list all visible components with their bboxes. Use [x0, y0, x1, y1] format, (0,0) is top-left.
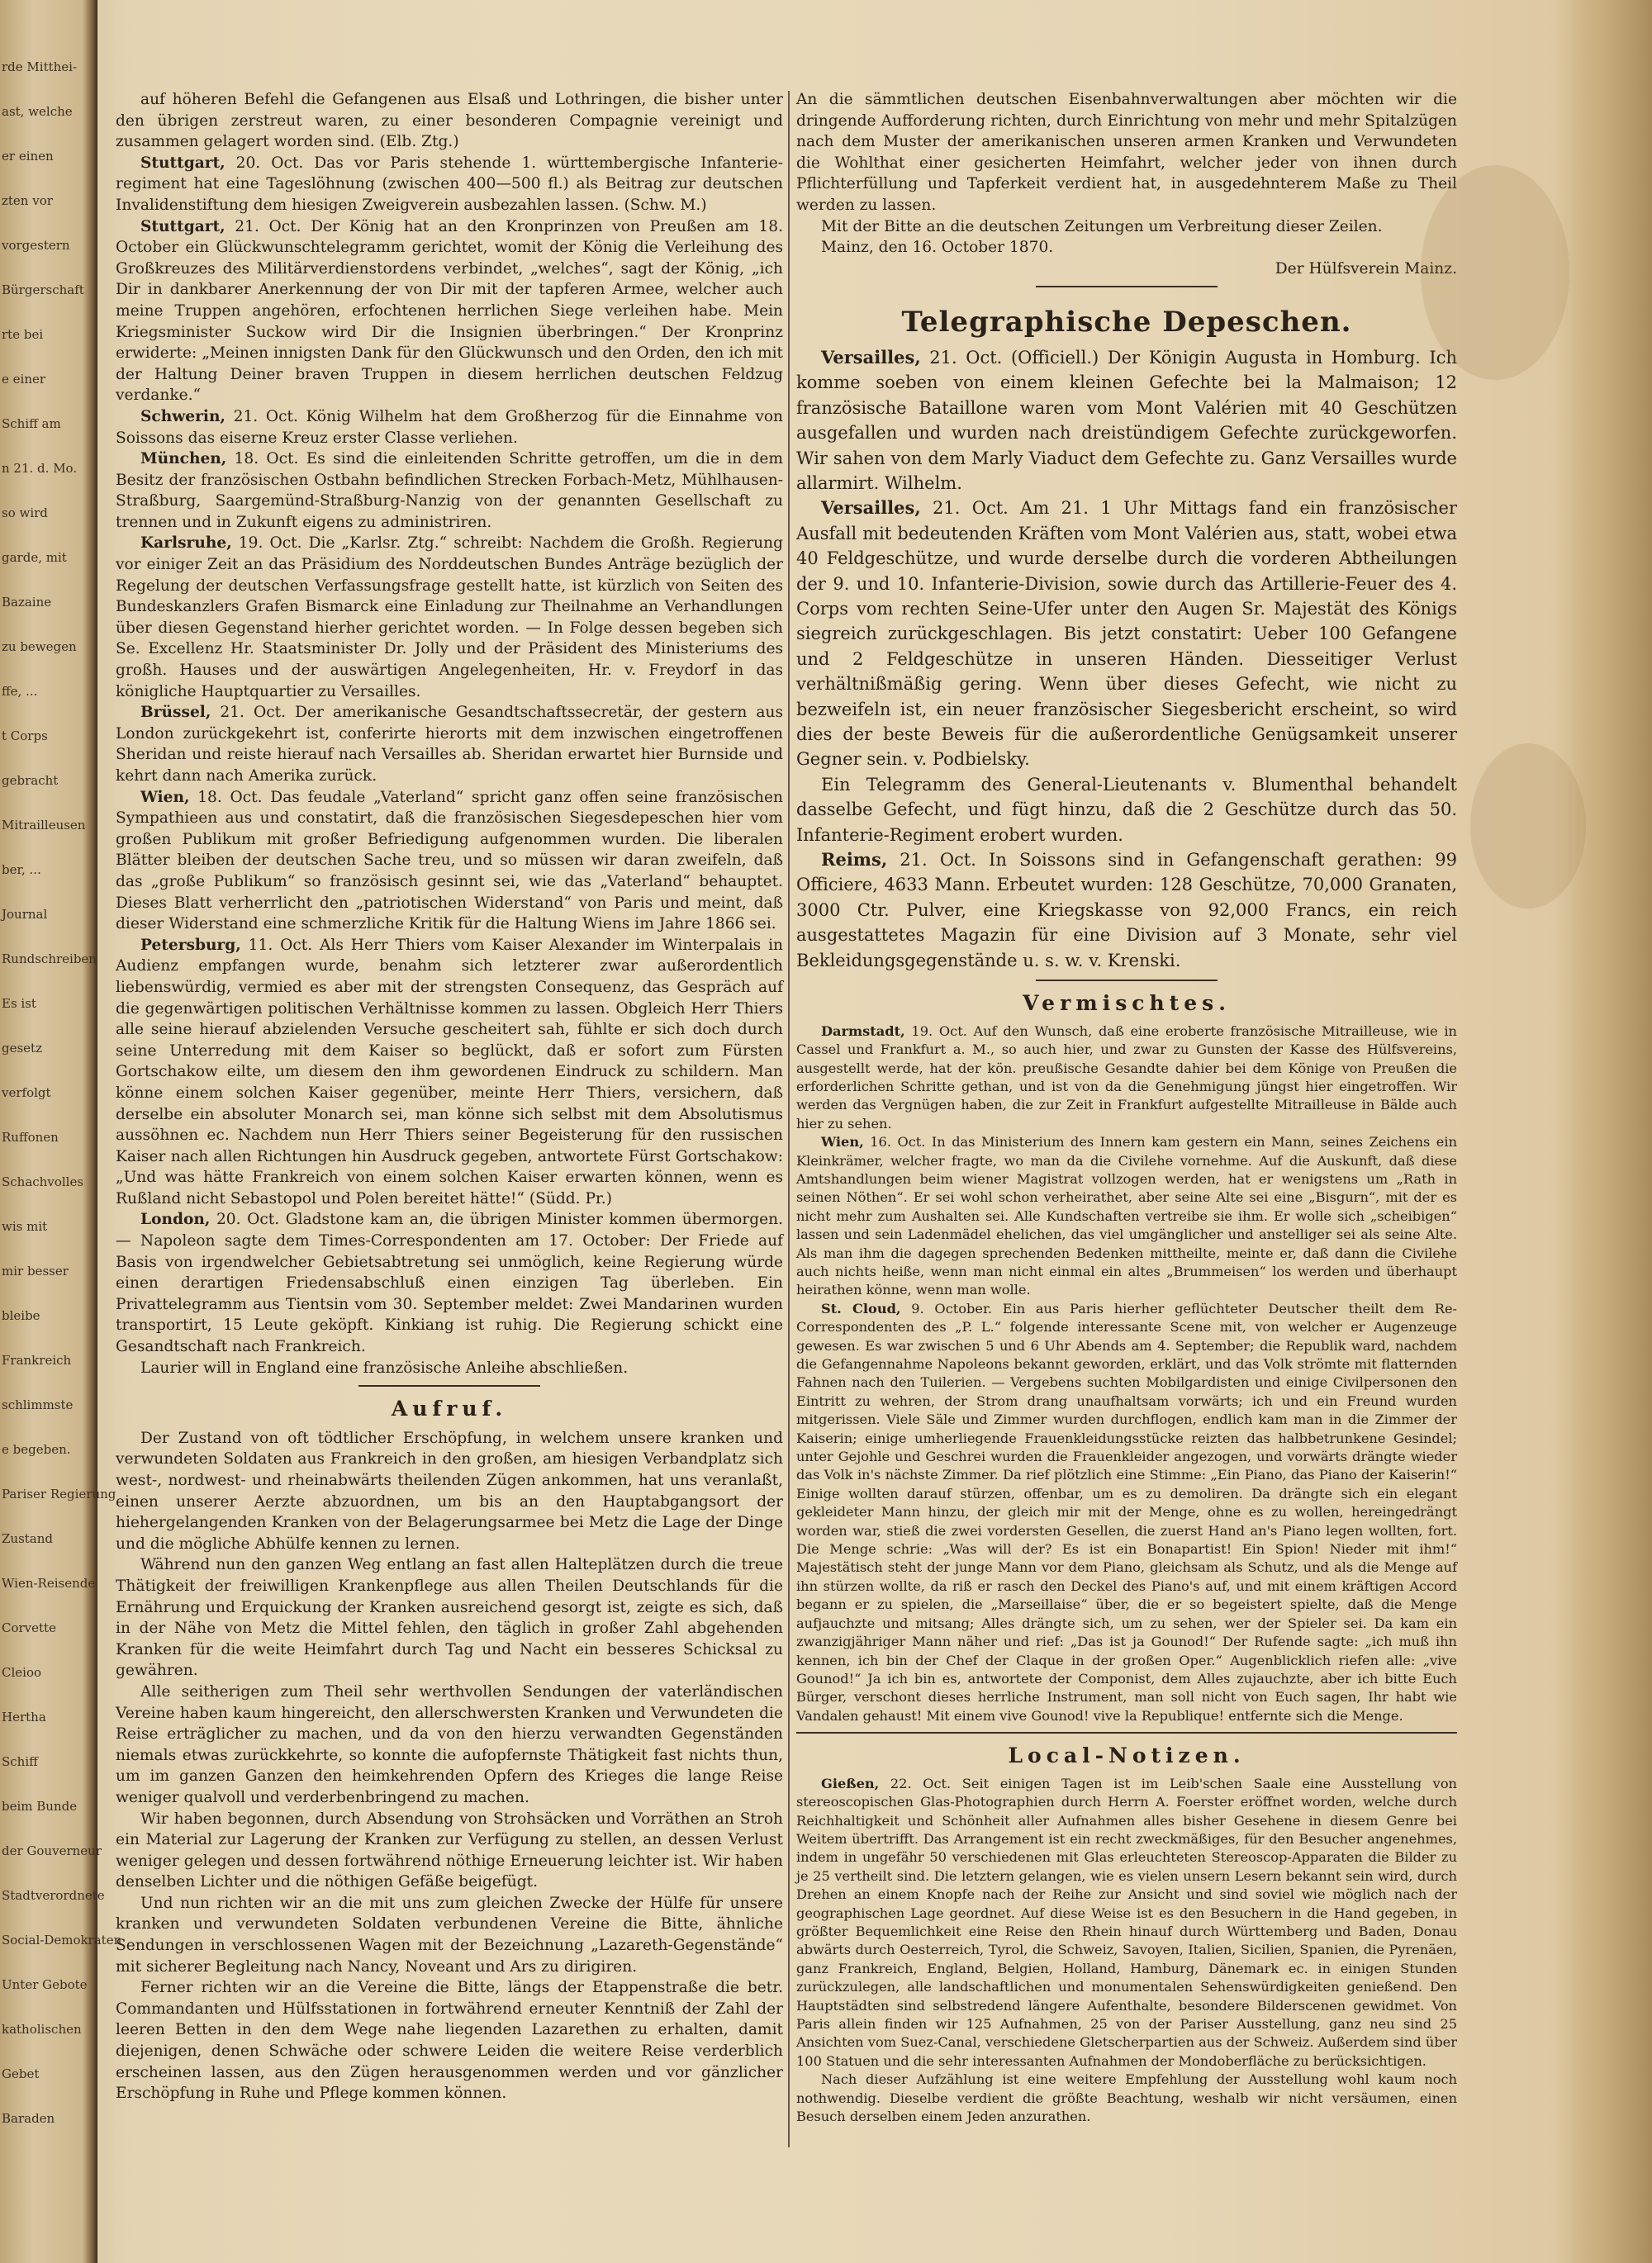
margin-fragment: zu bewegen [2, 639, 77, 654]
margin-fragment: der Gouverneur [2, 1843, 102, 1858]
article-text: 21. Oct. (Officiell.) Der Königin Augusta in Homburg. Ich komme soeben von einem kleinen Gefechte bei la Malmaison; 12 französische Bataillone waren vom Mont Valérien mit 40 Geschützen ausgefallen und wurden nach dreistündigem Gefechte zurückgeworfen. Wir sahen von dem Marly Viaduct dem Gefechte zu. Ganz Versailles wurde allarmirt. Wilhelm. [796, 347, 1457, 493]
dateline: Schwerin, [140, 407, 225, 425]
news-paragraph [116, 1358, 783, 1379]
signature: Der Hülfsverein Mainz. [1275, 259, 1457, 278]
binding-margin [0, 0, 122, 2263]
vermischtes-paragraph [796, 1300, 1457, 1725]
margin-fragment: schlimmste [2, 1397, 74, 1412]
article-text: 9. October. Ein aus Paris hierher geflüchteter Deutscher theilt dem Re-Correspondenten des „P. L.“ folgende interessante Scene mit, von welcher er Augenzeuge gewesen. Es war zwischen 5 und 6 Uhr Abends am 4. September; die Republik ward, nachdem die Gefangennahme Napoleons bekannt geworden, erklärt, und das Volk strömte mit flatternden Fahnen nach den Tuilerien. — Vergebens suchten Mobilgardisten und einige Civilpersonen den Eintritt zu wehren, der Strom drang unaufhaltsam vorwärts; ich und ein Freund wurden mitgerissen. Viele Säle und Zimmer wurden durchflogen, endlich kam man in die Zimmer der Kaiserin; einige umherliegende Frauenkleidungsstücke reizten das halbbetrunkene Gesindel; unter Gejohle und Geschrei wurden die Frauenkleider angezogen, und vorwärts drängte wieder das Volk in's nächste Zimmer. Da rief plötzlich eine Stimme: „Ein Piano, das Piano der Kaiserin!“ Einige wollten darauf stürzen, offenbar, um es zu demoliren. Da drängte sich ein elegant gekleideter Mann hinzu, der gleich mir mit der Menge, ohne es zu wollen, hereingedrängt worden war, stieß die zwei vordersten Gesellen, die zuerst Hand an's Piano legen wollten, fort. Die Menge schrie: „Was will der? Es ist ein Bonapartist! Ein Spion! Nieder mit ihm!“ Majestätisch steht der junge Mann vor dem Piano, gleichsam als Schutz, und als die Menge auf ihn stürzen wollte, da riß er rasch den Deckel des Piano's auf, und mit einem kräftigen Accord begann er zu spielen, die „Marseillaise“ über, die er so begeistert spielte, daß die Menge aufjauchzte und mitsang; Alles drängte sich, um zu sehen, wer der Spieler sei. Da kam ein zwanzigjähriger Mann näher und rief: „Das ist ja Gounod!“ Der Rufende sagte: „ich muß ihn kennen, ich bin der Chef der Claque in der großen Oper.“ Augenblicklich riefen alle: „vive Gounod!“ Ja ich bin es, antwortete der Componist, dem Alles zujauchzte, aber ich bitte Euch Bürger, verschont dieses herrliche Instrument, man soll nicht von Euch sagen, Ihr habt wie Vandalen gehaust! Mit einem vive Gounod! vive la Republique! entfernte sich die Menge. [796, 1300, 1457, 1724]
margin-fragment: Mitrailleusen [2, 818, 86, 833]
aufruf-paragraph: Wir haben begonnen, durch Absendung von Strohsäcken und Vorräthen an Stroh ein Material zur Lagerung der Kranken zur Verfügung zu stellen, an dessen Verlust weniger gelegen und dessen fortwährend nöthige Erneuerung leichter ist. Wir haben denselben Lichter und die nöthigen Gefäße beigefügt. [116, 1810, 783, 1891]
margin-fragment: garde, mit [2, 550, 67, 565]
margin-fragment: e einer [2, 372, 46, 387]
place-date: Mainz, den 16. October 1870. [821, 239, 1054, 257]
telegraph-paragraph [796, 345, 1457, 496]
news-paragraph [116, 448, 783, 533]
dateline: Brüssel, [140, 704, 211, 722]
article-text: 21. Oct. Am 21. 1 Uhr Mittags fand ein französischer Ausfall mit bedeutenden Kräften vom Mont Valérien aus, statt, wobei etwa 40 Feldgeschütze, und wurde derselbe durch die vorderen Abtheilungen der 9. und 10. Infanterie-Division, sowie durch das Artillerie-Feuer des 4. Corps vom rechten Seine-Ufer unter den Augen Sr. Majestät des Königs siegreich zurückgeschlagen. Bis jetzt constatirt: Ueber 100 Gefangene und 2 Feldgeschütze in unseren Händen. Diesseitiger Verlust verhältnißmäßig gering. Wenn über dieses Gefecht, wie nicht zu bezweifeln ist, ein neuer französischer Siegesbericht erscheint, so wird dies der beste Beweis für die außerordentliche Genügsamkeit unserer Gegner sein. v. Podbielsky. [796, 498, 1457, 770]
article-text: 20. Oct. Gladstone kam an, die übrigen Minister kommen übermorgen. — Napoleon sagte dem Times-Correspondenten am 17. October: Der Friede auf Basis von irgendwelcher Gebietsabtretung sei unmöglich, keine Regierung würde einen derartigen Friedensabschluß einen einzigen Tag überleben. Ein Privattelegramm aus Tientsin vom 30. September meldet: Zwei Mandarinen wurden transportirt, 15 Leute geköpft. Kinkiang ist ruhig. Die Regierung schickt eine Gesandtschaft nach Frankreich. [116, 1211, 783, 1356]
news-paragraph [116, 153, 783, 216]
margin-fragment: Es ist [2, 996, 36, 1011]
telegraph-articles [796, 345, 1457, 973]
margin-fragment: katholischen [2, 2022, 82, 2037]
margin-fragment: Journal [2, 907, 48, 922]
news-paragraph [116, 935, 783, 1210]
margin-fragment: gebracht [2, 773, 59, 788]
dateline: Wien, [140, 788, 190, 806]
local-paragraph [796, 1775, 1457, 2071]
aufruf-paragraph: Alle seitherigen zum Theil sehr werthvollen Sendungen der vaterländischen Vereine haben kaum hingereicht, den allerschwersten Kranken und Verwundeten die Reise erträglicher zu machen, und da von den hierzu verwandten Gegenständen niemals etwas zurückkehrte, so konnte die aufopfernste Thätigkeit fast nichts thun, um im ganzen Ganzen den heimkehrenden Opfern des Krieges die lange Reise weniger qualvoll und verderbenbringend zu machen. [116, 1682, 783, 1806]
margin-fragment: rte bei [2, 327, 44, 342]
aufruf-paragraph: Ferner richten wir an die Vereine die Bitte, längs der Etappenstraße die betr. Commandanten und Hülfsstationen in fortwährend erneuter Kenntniß der Zahl der leeren Betten in den dem Wege nahe liegenden Lazarethen zu erhalten, damit diejenigen, denen Schwäche oder schwere Leiden die weitere Reise verderblich erscheinen lassen, aus den Zügen herausgenommen werden und vor gänzlicher Erschöpfung in Ruhe und Pflege kommen können. [116, 1979, 783, 2103]
margin-fragment: er einen [2, 149, 54, 164]
dateline: Stuttgart, [140, 154, 225, 172]
margin-fragment: Ruffonen [2, 1130, 59, 1145]
margin-fragment: ber, ... [2, 862, 41, 877]
local-heading: Local-Notizen. [1008, 1744, 1246, 1768]
margin-fragment: so wird [2, 505, 48, 520]
margin-fragment: rde Mitthei- [2, 59, 78, 74]
margin-fragment: ast, welche [2, 104, 73, 119]
aufruf-article [116, 1428, 783, 2104]
news-paragraph [116, 216, 783, 406]
local-articles [796, 1775, 1457, 2127]
margin-fragment: Bürgerschaft [2, 282, 84, 297]
margin-fragment: Zustand [2, 1531, 54, 1546]
margin-fragment: Wien-Reisende [2, 1576, 96, 1591]
margin-fragment: Bazaine [2, 595, 52, 610]
margin-fragment: n 21. d. Mo. [2, 461, 78, 476]
article-text: 11. Oct. Als Herr Thiers vom Kaiser Alexander im Winterpalais in Audienz empfangen wurde, benahm sich letzterer zwar außerordentlich liebenswürdig, vermied es aber mit der strengsten Consequenz, das Gespräch auf die gegenwärtigen politischen Verhältnisse kommen zu lassen. Obgleich Herr Thiers alle seine hierauf abzielenden Versuche gescheitert sah, fühlte er sich doch durch seine Unterredung mit dem Kaiser so beglückt, daß er sofort zum Fürsten Gortschakow eilte, um diesem den ihm gewordenen Eindruck zu schildern. Man könne einem solchen Kaiser gegenüber, meinte Herr Thiers, versichern, daß derselbe ein absoluter Monarch sei, man könne sich selbst mit dem Absolutismus aussöhnen ec. Nachdem nun Herr Thiers seiner Begeisterung für den russischen Kaiser nach allen Richtungen hin Ausdruck gegeben, antwortete Fürst Gortschakow: „Und was hätte Frankreich von einem solchen Kaiser erwarten können, wenn es Rußland nicht Sebastopol und Polen bereitet hätte!“ (Südd. Pr.) [116, 936, 783, 1207]
dateline: Darmstadt, [821, 1022, 905, 1039]
vermischtes-articles [796, 1022, 1457, 1725]
divider [1036, 980, 1218, 981]
margin-fragment: Schiff [2, 1754, 38, 1769]
news-paragraph [116, 406, 783, 448]
aufruf-paragraph: Und nun richten wir an die mit uns zum gleichen Zwecke der Hülfe für unsere kranken und verwundeten Soldaten verbundenen Vereine die Bitte, ähnliche Sendungen in verschlossenen Wagen mit der Bezeichnung „Lazareth-Gegenstände“ mit sicherer Begleitung nach Nancy, Noveant und Ars zu dirigiren. [116, 1894, 783, 1976]
margin-fragment: beim Bunde [2, 1799, 78, 1814]
paper-stain [1470, 743, 1586, 909]
news-paragraph [116, 787, 783, 935]
telegraph-paragraph [796, 772, 1457, 847]
column-rule [788, 91, 790, 2147]
article-text: auf höheren Befehl die Gefangenen aus Elsaß und Lothringen, die bisher unter den übrigen zerstreut waren, zu einer besonderen Compagnie vereinigt und zusammen gelagert worden sind. (Elb. Ztg.) [116, 91, 783, 151]
divider [796, 1732, 1457, 1734]
margin-fragment: t Corps [2, 728, 48, 743]
divider [1036, 286, 1218, 287]
margin-fragment: bleibe [2, 1308, 40, 1323]
margin-fragment: Baraden [2, 2111, 55, 2126]
article-text: Laurier will in England eine französische Anleihe abschließen. [140, 1359, 629, 1377]
aufruf-paragraph: Während nun den ganzen Weg entlang an fast allen Halteplätzen durch die treue Thätigkeit der freiwilligen Krankenpflege aus allen Theilen Deutschlands für die Ernährung und Erquickung der Kranken ausreichend gesorgt ist, zeigte es sich, daß in der Nähe von Metz die Mittel fehlen, den täglich in großer Zahl abgehenden Kranken für die weite Heimfahrt durch Tag und Nacht ein besseres Schicksal zu gewähren. [116, 1556, 783, 1680]
vermischtes-heading: Vermischtes. [1023, 991, 1231, 1016]
right-column [796, 89, 1457, 2126]
dateline: Karlsruhe, [140, 534, 232, 553]
article-text: Ein Telegramm des General-Lieutenants v. Blumenthal behandelt dasselbe Gefecht, und fügt hinzu, daß die 2 Geschütze durch das 50. Infanterie-Regiment erobert wurden. [796, 774, 1457, 845]
article-text: 20. Oct. Das vor Paris stehende 1. württembergische Infanterie-regiment hat eine Tageslöhnung (zwischen 400—500 fl.) als Beitrag zur deutschen Invalidenstiftung dem hiesigen Zweigverein ausbezahlen lassen. (Schw. M.) [116, 154, 783, 214]
margin-fragment: Cleioo [2, 1665, 42, 1680]
paper-stain [1421, 165, 1569, 380]
divider [358, 1385, 540, 1387]
dateline: Versailles, [821, 346, 921, 368]
article-text: 21. Oct. König Wilhelm hat dem Großherzog für die Einnahme von Soissons das eiserne Kreuz erster Classe verliehen. [116, 407, 783, 447]
margin-fragment: ffe, ... [2, 684, 38, 699]
dateline: St. Cloud, [821, 1300, 901, 1317]
article-text: 22. Oct. Seit einigen Tagen ist im Leib'schen Saale eine Ausstellung von stereoscopischen Glas-Photographien durch Herrn A. Foerster eröffnet worden, welche durch Reichhaltigkeit und Schönheit aller Aufnahmen alles bisher Gesehene in diesem Genre bei Weitem übertrifft. Das Arrangement ist ein recht zweckmäßiges, für den Besucher angenehmes, indem in ungefähr 50 verschiedenen mit Glas erleuchteten Stereoscop-Apparaten die Bilder zu je 25 vertheilt sind. Die letztern gelangen, wie es vielen unsern Lesern bekannt sein wird, durch Drehen an einem Knopfe nach der Reihe zur Ansicht und sind soviel wie möglich nach der geographischen Lage geordnet. Auf diese Weise ist es den Besuchern in die Hand gegeben, in größter Bequemlichkeit eine Reise den Rhein hinauf durch Württemberg und Baden, Donau abwärts durch Oesterreich, Tyrol, die Schweiz, Savoyen, Italien, Sicilien, Spanien, die Pyrenäen, ganz Frankreich, England, Belgien, Holland, Hamburg, Dänemark ec. in einigen Stunden zurückzulegen, alle landschaftlichen und monumentalen Sehenswürdigkeiten genießend. Den Hauptstädten sind selbstredend längere Aufenthalte, besondere Bilderscenen gewidmet. Von Paris allein finden wir 125 Aufnahmen, 25 von der Pariser Ausstellung, ganz neu sind 25 Ansichten vom Suez-Canal, verschiedene Gletscherpartien aus der Schweiz. Außerdem sind über 100 Statuen und die sehr interessanten Aufnahmen der Mondoberfläche zu berücksichtigen. [796, 1775, 1457, 2069]
margin-fragment: Unter Gebote [2, 1977, 88, 1992]
dateline: Wien, [821, 1134, 864, 1150]
aufruf-request: Mit der Bitte an die deutschen Zeitungen um Verbreitung dieser Zeilen. [821, 217, 1383, 235]
margin-fragment: Hertha [2, 1710, 46, 1725]
article-text: 18. Oct. Das feudale „Vaterland“ spricht ganz offen seine französischen Sympathieen aus und constatirt, daß die französischen Siegesdepeschen hier vom großen Publikum mit großer Befriedigung aufgenommen wurden. Die liberalen Blätter bleiben der deutschen Sache treu, und so müssen wir daran zweifeln, daß das „große Publikum“ so französisch gesinnt sei, wie das „Vaterland“ behauptet. Dieses Blatt verherrlicht den „patriotischen Widerstand“ von Paris und meint, daß dieser Widerstand eine schmerzliche Kritik für die Haltung Wiens im Jahre 1866 sei. [116, 788, 783, 933]
margin-fragment: e begeben. [2, 1442, 71, 1457]
margin-fragment: Pariser Regierung [2, 1487, 116, 1502]
margin-fragment: Social-Demokraten [2, 1933, 122, 1948]
margin-fragment: Corvette [2, 1620, 56, 1635]
dateline: London, [140, 1211, 211, 1229]
aufruf-paragraph: Der Zustand von oft tödtlicher Erschöpfung, in welchem unsere kranken und verwundeten Soldaten aus Frankreich in den großen, am hiesigen Verbandplatz sich west-, nordwest- und rheinabwärts theilenden Zügen ankommen, hat uns veranlaßt, einen unserer Aerzte abzuordnen, um bis an den Hauptabgangsort der hiehergelangenden Kranken von der Belagerungsarmee bei Metz die Lage der Dinge und die mögliche Abhülfe kennen zu lernen. [116, 1429, 783, 1553]
margin-fragment: Schachvolles [2, 1174, 84, 1189]
margin-fragment: verfolgt [2, 1085, 51, 1100]
aufruf-heading: Aufruf. [391, 1397, 508, 1421]
margin-fragment: Stadtverordnete [2, 1888, 105, 1903]
article-text: 19. Oct. Die „Karlsr. Ztg.“ schreibt: Nachdem die Großh. Regierung vor einiger Zeit an das Präsidium des Norddeutschen Bundes Anträge bezüglich der Regelung der deutschen Verfassungsfrage gestellt hatte, ist kürzlich von Seiten des Bundeskanzlers Grafen Bismarck eine Einladung zur Theilnahme an Verhandlungen über diesen Gegenstand hierher gerichtet worden. — In Folge dessen begeben sich Se. Excellenz Hr. Staatsminister Dr. Jolly und der Präsident des Ministeriums des großh. Hauses und der auswärtigen Angelegenheiten, Hr. v. Freydorf in das königliche Hauptquartier zu Versailles. [116, 534, 783, 700]
dateline: Versailles, [821, 497, 921, 519]
margin-fragment: Gebet [2, 2066, 40, 2081]
margin-fragment: Frankreich [2, 1353, 72, 1368]
dateline: Gießen, [821, 1775, 880, 1791]
margin-fragment: gesetz [2, 1041, 42, 1056]
dateline: München, [140, 450, 227, 468]
news-paragraph [116, 89, 783, 153]
margin-fragment: mir besser [2, 1264, 69, 1279]
margin-fragment: wis mit [2, 1219, 48, 1234]
left-news-articles [116, 89, 783, 1378]
dateline: Petersburg, [140, 936, 241, 954]
left-column [116, 89, 783, 2104]
article-text: 19. Oct. Auf den Wunsch, daß eine eroberte französische Mitrailleuse, wie in Cassel und Frankfurt a. M., so auch hier, und zwar zu Gunsten der Kasse des Hülfsvereins, ausgestellt werde, hat der kön. preußische Gesandte dahier bei dem Könige von Preußen die erforderlichen Schritte gethan, und ist von da die Genehmigung jüngst hier eingetroffen. Wir werden das Vergnügen haben, die zur Zeit in Frankfurt aufgestellte Mitrailleuse in Bälde auch hier zu sehen. [796, 1022, 1457, 1132]
local-paragraph [796, 2071, 1457, 2126]
article-text: 21. Oct. In Soissons sind in Gefangenschaft gerathen: 99 Officiere, 4633 Mann. Erbeutet wurden: 128 Geschütze, 70,000 Granaten, 3000 Ctr. Pulver, eine Kriegskasse von 92,000 Francs, ein reich ausgestattetes Magazin für eine Division auf 3 Monate, sehr viel Bekleidungsgegenstände u. s. w. v. Krenski. [796, 850, 1457, 970]
aufruf-continuation: An die sämmtlichen deutschen Eisenbahnverwaltungen aber möchten wir die dringende Aufforderung richten, durch Einrichtung von mehr und mehr Spitalzügen nach dem Muster der amerikanischen unseren armen Kranken und Verwundeten die Wohlthat einer gesicherten Heimfahrt, welcher jeder von ihnen durch Pflichterfüllung und Tapferkeit verdient hat, in ausgedehnterem Maße zu Theil werden zu lassen. [796, 91, 1457, 214]
telegraph-heading: Telegraphische Depeschen. [901, 306, 1352, 339]
article-text: 16. Oct. In das Ministerium des Innern kam gestern ein Mann, seines Zeichens ein Kleinkrämer, welcher fragte, wo man da die Civilehe vornehme. Auf die Auskunft, daß diese Amtshandlungen beim wiener Magistrat vollzogen werden, hat er wenigstens um „Rath in seinen Nöthen“. Er sei wohl schon verheirathet, aber seine Alte sei eine „Bisgurn“, mit der es nicht mehr zum Aushalten sei. Alle Kundschaften vertreibe sie ihm. Er wolle sich „scheibigen“ lassen und sein Ladenmädel ehelichen, das viel umgänglicher und anstelliger sei als seine Alte. Als man ihm die dagegen sprechenden Bedenken mittheilte, meinte er, daß dann die Civilehe auch nichts heiße, wenn man nicht einmal ein altes „Brummeisen“ los werden und überhaupt heirathen könne, wenn man wolle. [796, 1134, 1457, 1298]
margin-fragment: Schiff am [2, 416, 61, 431]
news-paragraph [116, 1209, 783, 1357]
dateline: Reims, [821, 849, 888, 871]
margin-fragment: Rundschreiben [2, 951, 97, 966]
article-text: Nach dieser Aufzählung ist eine weitere Empfehlung der Ausstellung wohl kaum noch nothwendig. Dieselbe verdient die größte Beachtung, weshalb wir nicht versäumen, einen Besuch derselben einem Jeden anzurathen. [796, 2071, 1457, 2125]
margin-fragment: vorgestern [2, 238, 70, 253]
news-paragraph [116, 533, 783, 702]
worn-page-edge [1553, 0, 1652, 2263]
article-text: 18. Oct. Es sind die einleitenden Schritte getroffen, um die in dem Besitz der französischen Ostbahn befindlichen Strecken Forbach-Metz, Mühlhausen-Straßburg, Saargemünd-Straßburg-Nanzig von der genannten Gesellschaft zu trennen und in Zukunft eigens zu administriren. [116, 450, 783, 531]
telegraph-paragraph [796, 496, 1457, 771]
article-text: 21. Oct. Der amerikanische Gesandtschaftssecretär, der gestern aus London zurückgekehrt ist, conferirte hierorts mit dem inzwischen eingetroffenen Sheridan und reiste hierauf nach Versailles ab. Sheridan erwartet hier Burnside und kehrt dann nach Amerika zurück. [116, 704, 783, 785]
article-text: 21. Oct. Der König hat an den Kronprinzen von Preußen am 18. October ein Glückwunschtelegramm gerichtet, womit der König die Verleihung des Großkreuzes des Militärverdienstordens verbindet, „welches“, sagt der König, „ich Dir in dankbarer Anerkennung der von Dir mit der tapferen Armee, welcher auch meine Truppen angehören, erfochtenen herrlichen Siege verleihen habe. Mein Kriegsminister Suckow wird Dir die Insignien überbringen.“ Der Kronprinz erwiderte: „Meinen innigsten Dank für den Glückwunsch und den Orden, den ich mit der Haltung Deiner braven Truppen in diesem herrlichen deutschen Feldzug verdanke.“ [116, 217, 783, 405]
dateline: Stuttgart, [140, 217, 225, 235]
vermischtes-paragraph [796, 1133, 1457, 1300]
vermischtes-paragraph [796, 1022, 1457, 1133]
margin-fragment: zten vor [2, 193, 53, 208]
news-paragraph [116, 702, 783, 786]
telegraph-paragraph [796, 847, 1457, 973]
